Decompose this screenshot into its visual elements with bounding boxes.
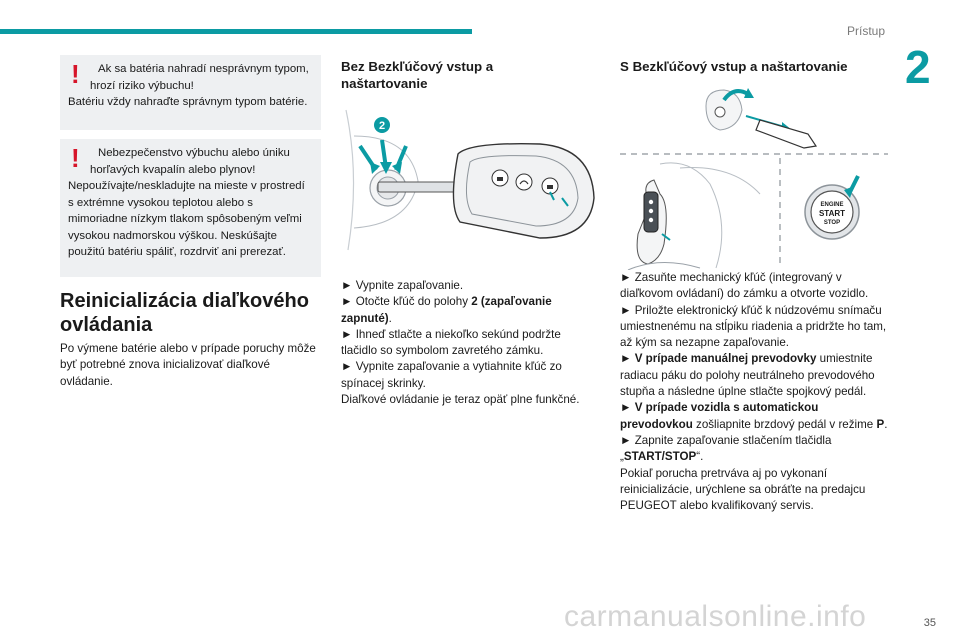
key-ignition-illustration <box>340 106 600 254</box>
reinit-intro: Po výmene batérie alebo v prípade poruchy môže byť potrebné znova inicializovať diaľkové ovládanie. <box>60 342 316 388</box>
warning-text: Nepoužívajte/neskladujte na mieste v prostredí s extrémne vysokou teplotou alebo s mimoriadne nízkym tlakom spôsobeným veľmi vysokou nadmorskou výškou. Neskúšajte použitú batériu spáliť, rozdrviť ani prerezať. <box>68 180 305 258</box>
without-keyless-steps <box>341 278 593 408</box>
warning-icon: ! <box>71 59 80 89</box>
warning-heading: Nebezpečenstvo výbuchu alebo úniku horľavých kvapalín alebo plynov! <box>90 147 290 176</box>
without-keyless-heading: Bez Bezkľúčový vstup a naštartovanie <box>341 59 494 91</box>
warning-heading: Ak sa batéria nahradí nesprávnym typom, hrozí riziko výbuchu! <box>90 63 309 92</box>
with-keyless-heading: S Bezkľúčový vstup a naštartovanie <box>620 59 848 74</box>
warning-box-explosion <box>60 139 321 277</box>
chapter-number: 2 <box>905 41 931 93</box>
reinit-heading: Reinicializácia diaľkového ovládania <box>60 290 309 336</box>
step-mechanical-key: ► Zasuňte mechanický kľúč (integrovaný v diaľkovom ovládaní) do zámku a otvorte vozidlo. <box>620 271 869 301</box>
warning-box-battery <box>60 55 321 130</box>
svg-text:2: 2 <box>378 120 386 132</box>
stop-label: STOP <box>823 220 841 226</box>
page-number: 35 <box>923 617 936 629</box>
keyless-start-illustration <box>620 84 890 270</box>
step-press-lock: ► Ihneď stlačte a niekoľko sekúnd podržte tlačidlo so symbolom zavretého zámku. <box>341 327 561 358</box>
engine-label: ENGINE <box>820 202 844 208</box>
step-turn-key: ► Otočte kľúč do polohy 2 (zapaľovanie zapnuté). <box>341 295 552 325</box>
start-label: START <box>818 209 846 218</box>
step-automatic-gearbox: ► V prípade vozidla s automatickou prevodovkou zošliapnite brzdový pedál v režime P. <box>620 401 888 431</box>
step-contact-dealer: Pokiaľ porucha pretrváva aj po vykonaní reinicializácie, urýchlene sa obráťte na predajcu PEUGEOT alebo kvalifikovaný servis. <box>620 466 866 513</box>
section-title: Prístup <box>846 24 885 38</box>
step-manual-gearbox: ► V prípade manuálnej prevodovky umiestnite radiacu páku do polohy neutrálneho prevodového stupňa a následne úplne stlačte spojkový pedál. <box>620 352 875 399</box>
header-accent-bar <box>0 29 472 34</box>
watermark: carmanualsonline.info <box>564 600 867 633</box>
step-remove-key: ► Vypnite zapaľovanie a vytiahnite kľúč zo spínacej skrinky. <box>341 360 562 390</box>
step-ignition-off: ► Vypnite zapaľovanie. <box>341 279 464 292</box>
step-result: Diaľkové ovládanie je teraz opäť plne funkčné. <box>341 393 580 407</box>
step-start-stop: ► Zapnite zapaľovanie stlačením tlačidla „START/STOP“. <box>620 433 832 464</box>
with-keyless-steps <box>620 270 892 514</box>
warning-text: Batériu vždy nahraďte správnym typom batérie. <box>68 96 308 108</box>
warning-icon: ! <box>71 143 80 173</box>
step-backup-reader: ► Priložte elektronický kľúč k núdzovému snímaču umiestnenému na stĺpiku riadenia a pridržte ho tam, až kým sa nezapne zapaľovanie. <box>620 303 887 350</box>
